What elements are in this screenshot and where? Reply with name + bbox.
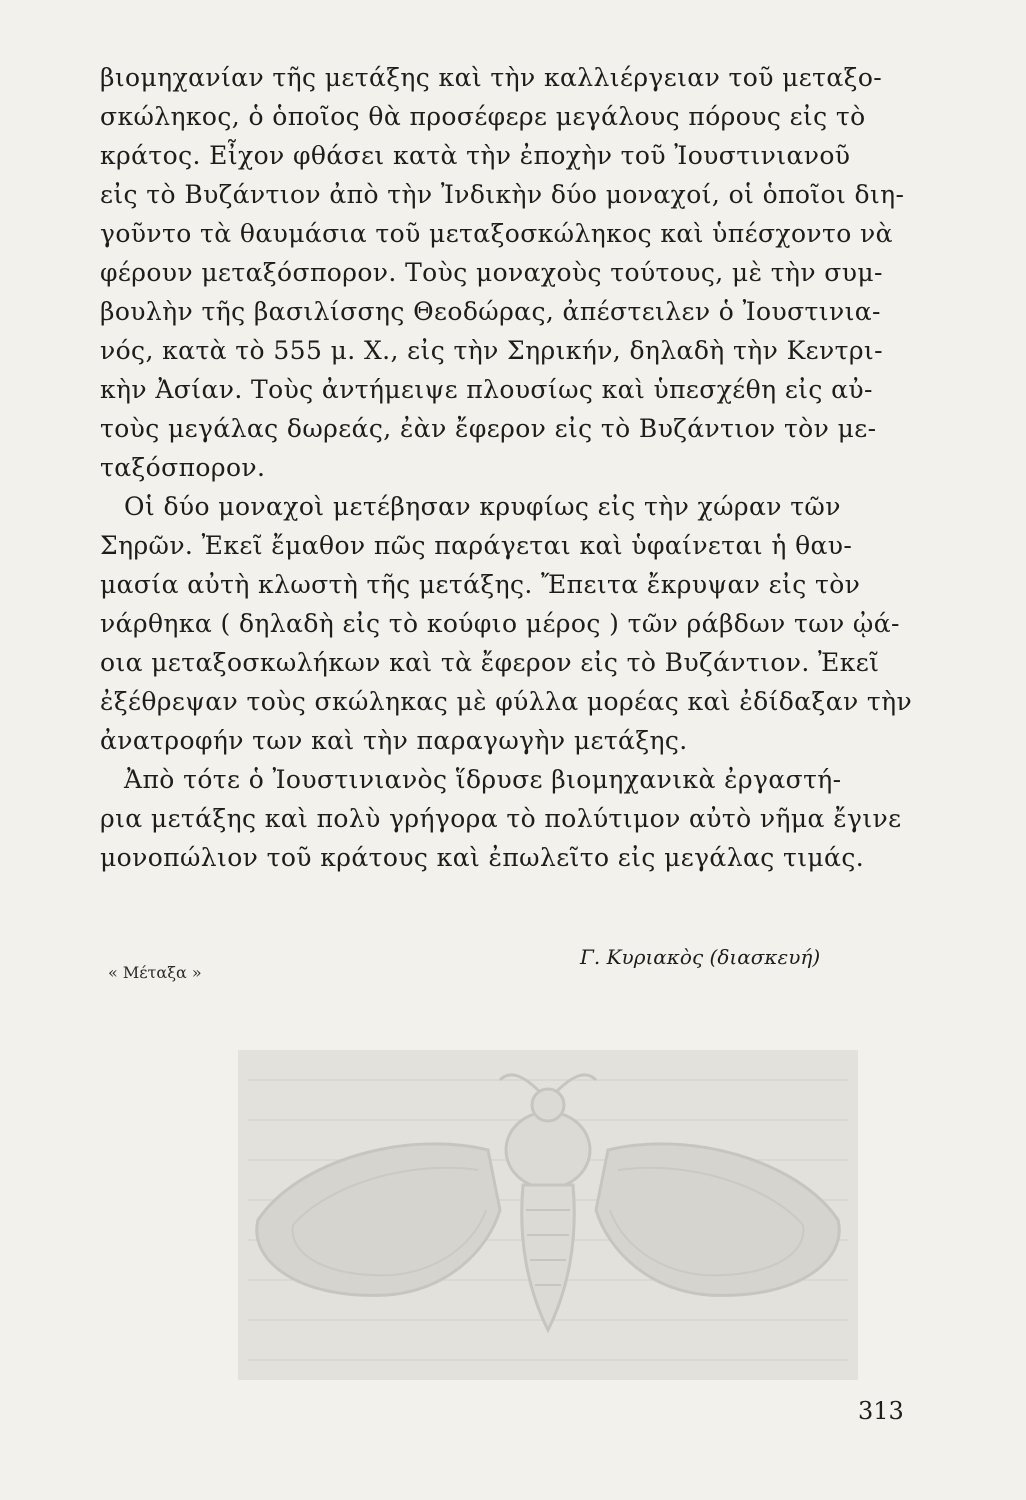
text-line: εἰς τὸ Βυζάντιον ἀπὸ τὴν Ἰνδικὴν δύο μοναχοί, οἱ ὁποῖοι διη-: [100, 180, 905, 209]
text-line: μονοπώλιον τοῦ κράτους καὶ ἐπωλεῖτο εἰς μεγάλας τιμάς.: [100, 843, 865, 872]
text-line: μασία αὐτὴ κλωστὴ τῆς μετάξης. Ἔπειτα ἔκρυψαν εἰς τὸν: [100, 570, 861, 599]
text-line: ἐξέθρεψαν τοὺς σκώληκας μὲ φύλλα μορέας καὶ ἐδίδαξαν τὴν: [100, 687, 913, 716]
text-line: κὴν Ἀσίαν. Τοὺς ἀντήμειψε πλουσίως καὶ ὑπεσχέθη εἰς αὐ-: [100, 375, 873, 404]
text-line: νός, κατὰ τὸ 555 μ. Χ., εἰς τὴν Σηρικήν, δηλαδὴ τὴν Κεντρι-: [100, 336, 883, 365]
author-attribution: Γ. Κυριακὸς (διασκευή): [580, 945, 821, 969]
text-line: Οἱ δύο μοναχοὶ μετέβησαν κρυφίως εἰς τὴν χώραν τῶν: [124, 492, 841, 521]
text-line: σκώληκος, ὁ ὁποῖος θὰ προσέφερε μεγάλους πόρους εἰς τὸ: [100, 102, 866, 131]
text-line: κράτος. Εἶχον φθάσει κατὰ τὴν ἐποχὴν τοῦ Ἰουστινιανοῦ: [100, 141, 851, 170]
moth-head: [532, 1089, 564, 1121]
text-line: οια μεταξοσκωλήκων καὶ τὰ ἔφερον εἰς τὸ Βυζάντιον. Ἐκεῖ: [100, 648, 880, 677]
source-title: « Μέταξα »: [108, 963, 202, 982]
text-line: ἀνατροφήν των καὶ τὴν παραγωγὴν μετάξης.: [100, 726, 688, 755]
text-line: Σηρῶν. Ἐκεῖ ἔμαθον πῶς παράγεται καὶ ὑφαίνεται ἡ θαυ-: [100, 531, 853, 560]
text-line: ταξόσπορον.: [100, 453, 266, 482]
text-line: Ἀπὸ τότε ὁ Ἰουστινιανὸς ἵδρυσε βιομηχανικὰ ἐργαστή-: [124, 765, 842, 794]
text-line: βιομηχανίαν τῆς μετάξης καὶ τὴν καλλιέργειαν τοῦ μεταξο-: [100, 63, 883, 92]
silk-moth-illustration: [238, 1050, 858, 1380]
moth-thorax: [506, 1112, 590, 1188]
text-line: γοῦντο τὰ θαυμάσια τοῦ μεταξοσκώληκος καὶ ὑπέσχοντο νὰ: [100, 219, 893, 248]
text-line: φέρουν μεταξόσπορον. Τοὺς μοναχοὺς τούτους, μὲ τὴν συμ-: [100, 258, 883, 287]
text-line: ρια μετάξης καὶ πολὺ γρήγορα τὸ πολύτιμον αὐτὸ νῆμα ἔγινε: [100, 804, 902, 833]
text-line: βουλὴν τῆς βασιλίσσης Θεοδώρας, ἀπέστειλεν ὁ Ἰουστινια-: [100, 297, 881, 326]
text-line: τοὺς μεγάλας δωρεάς, ἐὰν ἔφερον εἰς τὸ Βυζάντιον τὸν με-: [100, 414, 877, 443]
text-line: νάρθηκα ( δηλαδὴ εἰς τὸ κούφιο μέρος ) τῶν ράβδων των ᾠά-: [100, 609, 900, 638]
page-number: 313: [858, 1397, 904, 1425]
